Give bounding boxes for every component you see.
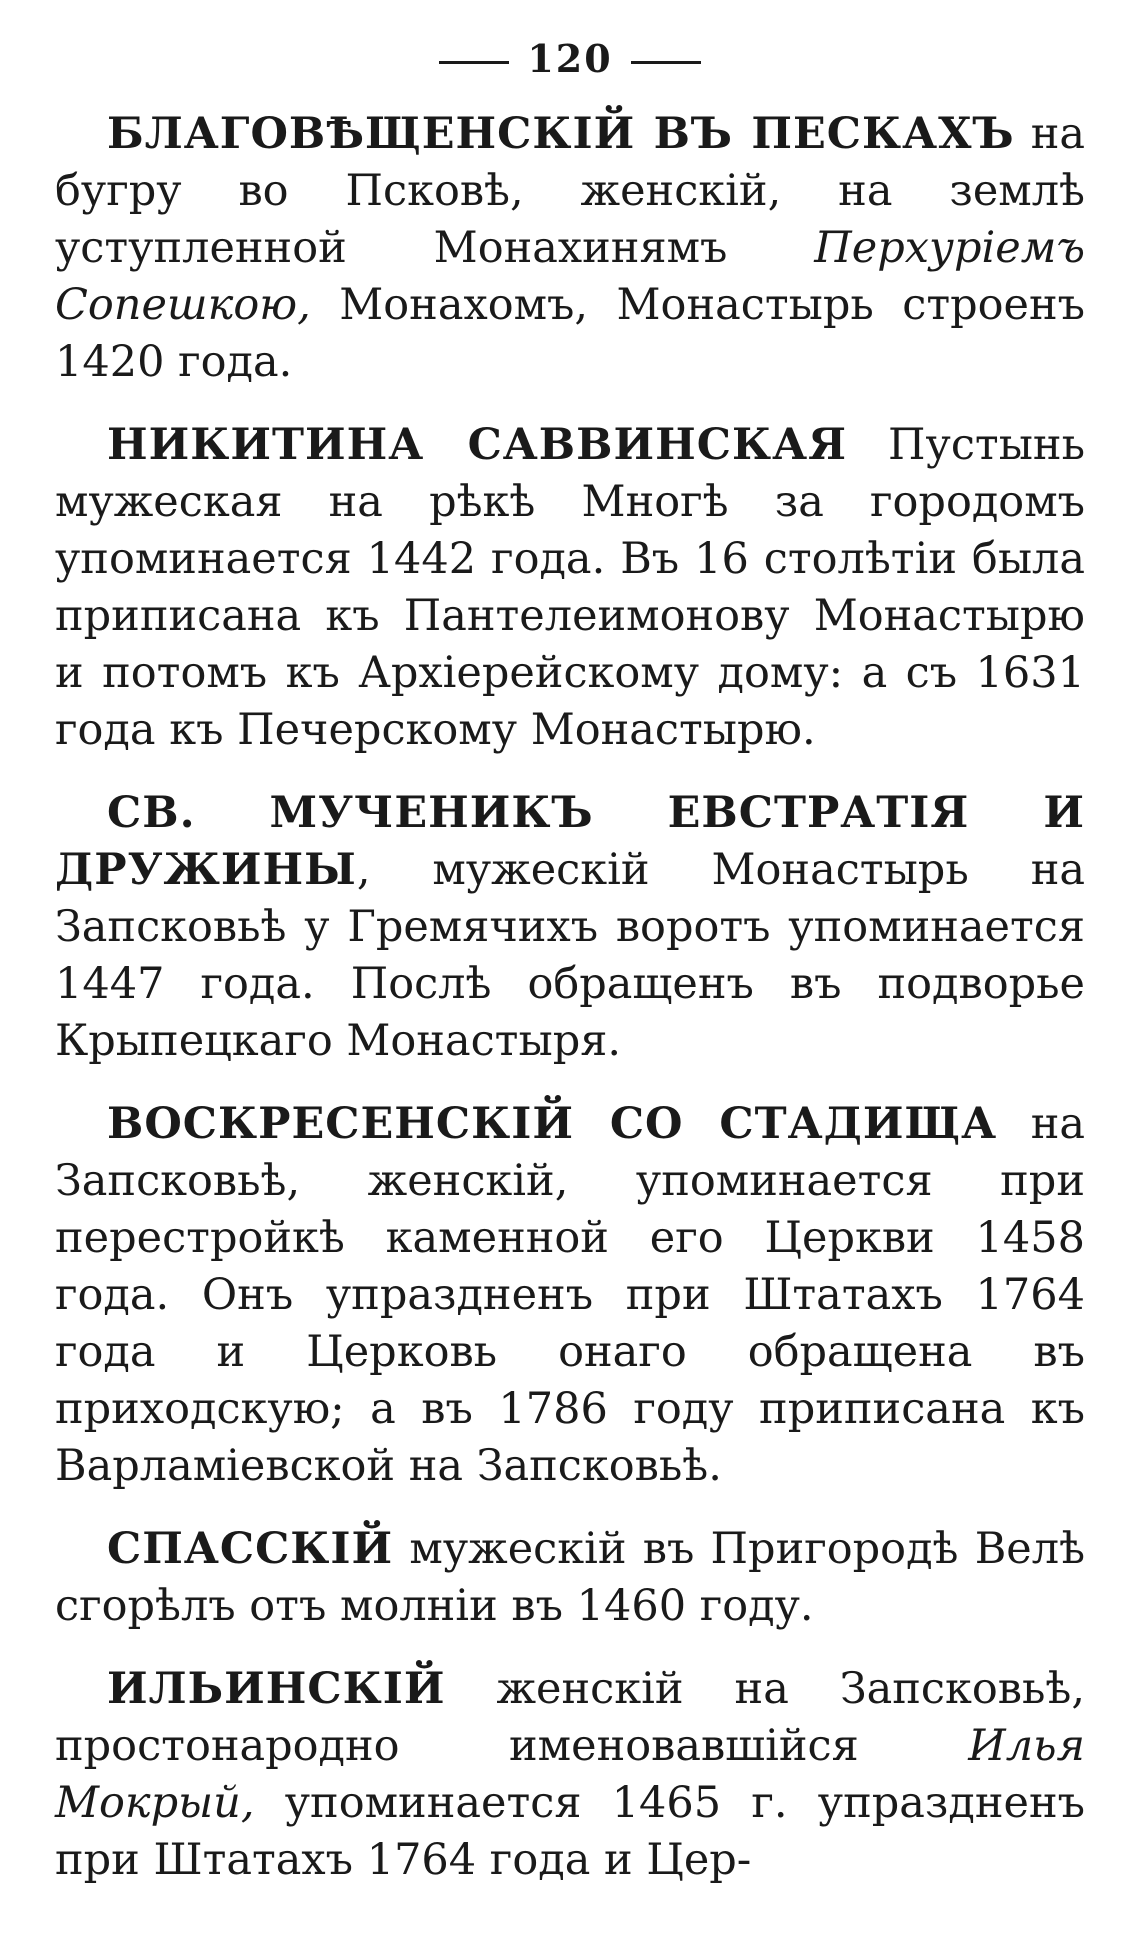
entry-heading: НИКИТИНА САВВИНСКАЯ bbox=[107, 420, 848, 470]
entry-heading: ИЛЬИНСКІЙ bbox=[107, 1664, 446, 1714]
entry-blagoveshchensky bbox=[55, 106, 1085, 391]
entries-list bbox=[55, 106, 1085, 1889]
entry-text: женскій на Запсковьѣ, простонародно именовавшійся bbox=[55, 1664, 1085, 1771]
entry-voskresensky bbox=[55, 1096, 1085, 1495]
entry-text: , мужескій Монастырь на Запсковьѣ у Гремячихъ воротъ упоминается 1447 года. Послѣ обращенъ въ подворье Крыпецкаго Монастыря. bbox=[55, 845, 1085, 1066]
entry-spassky bbox=[55, 1521, 1085, 1635]
entry-ilyinsky bbox=[55, 1661, 1085, 1889]
entry-italic: Перхуріемъ Сопешкою, bbox=[55, 223, 1085, 330]
entry-text: на бугру во Псковѣ, женскій, на землѣ уступленной Монахинямъ bbox=[55, 109, 1085, 273]
page-number: 120 bbox=[527, 36, 613, 81]
entry-heading: СПАССКІЙ bbox=[107, 1524, 394, 1574]
entry-heading: БЛАГОВѢЩЕНСКІЙ ВЪ ПЕСКАХЪ bbox=[107, 109, 1015, 159]
book-page bbox=[55, 36, 1085, 1915]
entry-text: Пустынь мужеская на рѣкѣ Многѣ за городомъ упоминается 1442 года. Въ 16 столѣтіи была приписана къ Пантелеимонову Монастырю и потомъ къ Архіерейскому дому: а съ 1631 года къ Печерскому Монастырю. bbox=[55, 420, 1085, 755]
entry-nikitina-savvinskaya bbox=[55, 417, 1085, 759]
page-header bbox=[55, 36, 1085, 81]
entry-text: на Запсковьѣ, женскій, упоминается при перестройкѣ каменной его Церкви 1458 года. Онъ упраздненъ при Штатахъ 1764 года и Церковь онаго обращена въ приходскую; а въ 1786 году приписана къ Варламіевской на Запсковьѣ. bbox=[55, 1099, 1085, 1491]
entry-text-cont: упоминается 1465 г. упраздненъ при Штатахъ 1764 года и Цер- bbox=[55, 1778, 1085, 1885]
entry-text: мужескій въ Пригородѣ Велѣ сгорѣлъ отъ молніи въ 1460 году. bbox=[55, 1524, 1085, 1631]
entry-heading: СВ. МУЧЕНИКЪ ЕВСТРАТІЯ И ДРУЖИНЫ bbox=[55, 788, 1085, 895]
header-dash-left bbox=[439, 61, 509, 64]
entry-italic: Илья Мокрый, bbox=[55, 1721, 1085, 1828]
header-dash-right bbox=[631, 61, 701, 64]
entry-heading: ВОСКРЕСЕНСКІЙ СО СТАДИЩА bbox=[107, 1099, 998, 1149]
entry-evstratiya bbox=[55, 785, 1085, 1070]
entry-text-cont: Монахомъ, Монастырь строенъ 1420 года. bbox=[55, 280, 1085, 387]
